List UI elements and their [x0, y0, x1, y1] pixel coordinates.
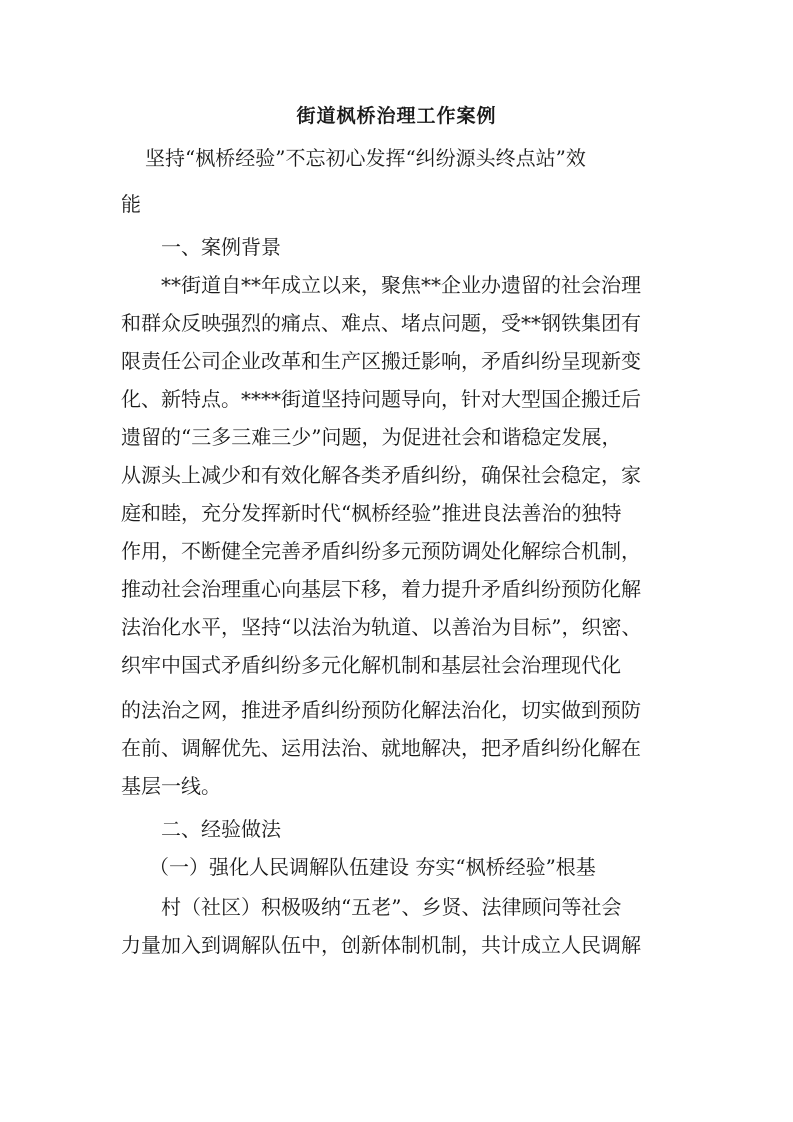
section-heading-practices: 二、经验做法: [161, 817, 281, 841]
subtitle-line-1: 坚持“枫桥经验”不忘初心发挥“纠纷源头终点站”效: [145, 146, 586, 170]
paragraph-line: 织牢中国式矛盾纠纷多元化解机制和基层社会治理现代化: [121, 653, 621, 677]
paragraph-line: 在前、调解优先、运用法治、就地解决，把矛盾纠纷化解在: [121, 736, 641, 760]
paragraph-line: 法治化水平，坚持“以法治为轨道、以善治为目标”，织密、: [121, 615, 642, 639]
paragraph-line: 遗留的“三多三难三少”问题，为促进社会和谐稳定发展，: [121, 425, 622, 449]
paragraph-line: 力量加入到调解队伍中，创新体制机制，共计成立人民调解: [121, 933, 641, 957]
paragraph-line: **街道自**年成立以来，聚焦**企业办遗留的社会治理: [161, 273, 641, 297]
document-title: 街道枫桥治理工作案例: [296, 105, 497, 127]
paragraph-line: 的法治之网，推进矛盾纠纷预防化解法治化，切实做到预防: [121, 698, 641, 722]
paragraph-line: 基层一线。: [121, 774, 221, 798]
paragraph-line: 推动社会治理重心向基层下移，着力提升矛盾纠纷预防化解: [121, 577, 641, 601]
paragraph-line: 化、新特点。****街道坚持问题导向，针对大型国企搬迁后: [121, 387, 641, 411]
subtitle-line-2: 能: [121, 192, 141, 216]
paragraph-line: 村（社区）积极吸纳“五老”、乡贤、法律顾问等社会: [161, 895, 622, 919]
paragraph-line: 庭和睦，充分发挥新时代“枫桥经验”推进良法善治的独特: [121, 501, 622, 525]
paragraph-line: 限责任公司企业改革和生产区搬迁影响，矛盾纠纷呈现新变: [121, 349, 641, 373]
section-heading-background: 一、案例背景: [161, 235, 281, 259]
paragraph-line: 从源头上减少和有效化解各类矛盾纠纷，确保社会稳定，家: [121, 463, 641, 487]
subsection-heading: （一）强化人民调解队伍建设 夯实“枫桥经验”根基: [149, 855, 596, 879]
paragraph-line: 作用，不断健全完善矛盾纠纷多元预防调处化解综合机制，: [121, 539, 641, 563]
paragraph-line: 和群众反映强烈的痛点、难点、堵点问题，受**钢铁集团有: [121, 311, 641, 335]
